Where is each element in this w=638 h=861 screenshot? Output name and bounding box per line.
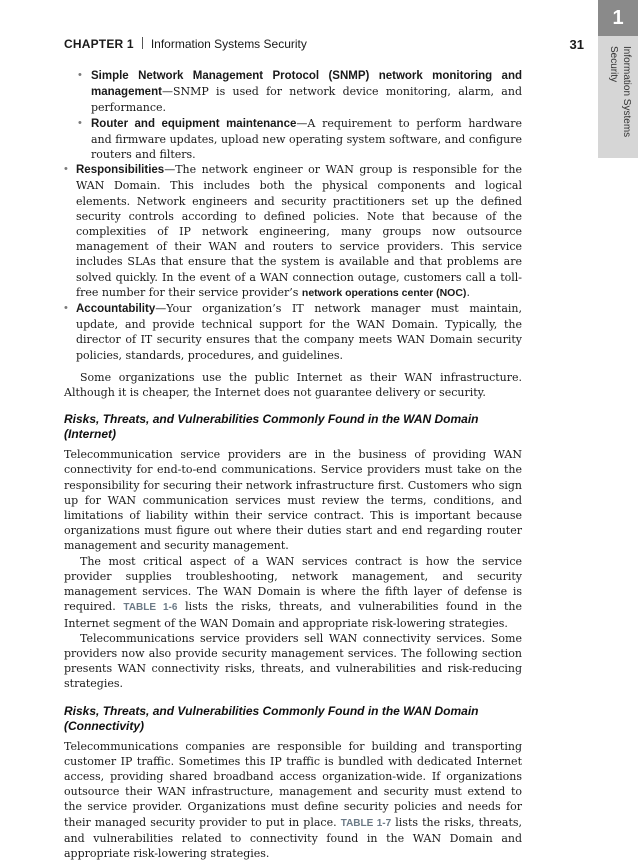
bullet-accountability bbox=[64, 301, 522, 363]
bullet-term: Accountability bbox=[76, 303, 156, 316]
table-reference-1-7: TABLE 1-7 bbox=[340, 817, 392, 829]
paragraph-internet-2 bbox=[64, 554, 522, 631]
bullet-text: —SNMP is used for network device monitoring, alarm, and performance. bbox=[91, 85, 522, 115]
bullet-text: —Your organization’s IT network manager must maintain, update, and provide technical support for the WAN Domain. Typically, the director of IT security ensures that the company meets WAN Domain security policies, standards, procedures, and guidelines. bbox=[76, 302, 522, 362]
bullet-term: Simple Network Management Protocol (SNMP) network monitoring and management bbox=[91, 70, 522, 99]
bullet-dot: • bbox=[64, 163, 68, 176]
bullet-responsibilities bbox=[64, 162, 522, 301]
bullet-text: —The network engineer or WAN group is responsible for the WAN Domain. This includes both the physical components and logical elements. Network engineers and security practitioners set up the defined security controls according to defined policies. Note that because of the complexities of IP network engineering, many groups now outsource management of their WAN and routers to service providers. This service includes SLAs that ensure that the system is available and that problems are solved quickly. In the event of a WAN connection outage, customers call a toll-free number for their service provider’s bbox=[76, 163, 522, 299]
table-reference-1-6: TABLE 1-6 bbox=[123, 602, 178, 614]
paragraph-text: The most critical aspect of a WAN services contract is how the service provider supplies troubleshooting, network management, and security management services. The WAN Domain is where the fifth layer of defense is required. bbox=[64, 554, 522, 614]
section-heading-internet: Risks, Threats, and Vulnerabilities Commonly Found in the WAN Domain (Internet) bbox=[64, 412, 479, 442]
key-term-noc: network operations center (NOC) bbox=[301, 286, 467, 299]
paragraph-text-end: lists the risks, threats, and vulnerabilities found in the Internet segment of the WAN Domain and appropriate risk-lowering strategies. bbox=[64, 600, 522, 630]
paragraph-text: Telecommunications companies are responsible for building and transporting customer IP traffic. Sometimes this IP traffic is bundled with dedicated Internet access, providing shared broadband access organization-wide. If organizations outsource their WAN infrastructure, management and security must extend to the service provider. Organizations must define security policies and needs for their managed security provider to put in place. bbox=[64, 739, 522, 829]
paragraph-connectivity bbox=[64, 739, 522, 861]
header-divider bbox=[142, 37, 143, 49]
bullet-text-end: . bbox=[466, 285, 470, 299]
page-body bbox=[64, 68, 522, 861]
bullet-term: Router and equipment maintenance bbox=[91, 117, 297, 130]
chapter-tab-number: 1 bbox=[598, 0, 638, 36]
bullet-dot: • bbox=[64, 302, 68, 315]
paragraph-text-end: lists the risks, threats, and vulnerabilities related to connectivity found in the WAN Domain and appropriate risk-lowering strategies. bbox=[64, 815, 523, 860]
chapter-label: CHAPTER 1 bbox=[64, 37, 134, 51]
bullet-term: Responsibilities bbox=[76, 164, 165, 177]
sub-bullet-snmp bbox=[64, 68, 522, 116]
paragraph-internet-3: Telecommunications service providers sell WAN connectivity services. Some providers now also provide security management services. The following section presents WAN connectivity risks, threats, and vulnerabilities and risk-reducing strategies. bbox=[64, 631, 522, 691]
running-header bbox=[64, 37, 584, 53]
bullet-dot: • bbox=[78, 69, 82, 81]
page-number: 31 bbox=[569, 37, 584, 52]
chapter-title: Information Systems Security bbox=[150, 37, 307, 51]
section-heading-connectivity: Risks, Threats, and Vulnerabilities Commonly Found in the WAN Domain (Connectivity) bbox=[64, 703, 479, 733]
bullet-text: —A requirement to perform hardware and firmware updates, upload new operating system software, and configure routers and filters. bbox=[91, 116, 522, 162]
paragraph-internet-1: Telecommunication service providers are in the business of providing WAN connectivity for end-to-end communications. Service providers must take on the responsibility for securing their network infrastructure first. Customers who sign up for WAN communication services must review the terms, conditions, and limitations of liability within their service contract. This is important because organizations must figure out where their duties start and end regarding router management and security management. bbox=[64, 448, 522, 553]
paragraph-internet-intro: Some organizations use the public Internet as their WAN infrastructure. Although it is cheaper, the Internet does not guarantee delivery or security. bbox=[64, 370, 522, 400]
bullet-dot: • bbox=[78, 116, 82, 129]
sub-bullet-router-maintenance bbox=[64, 116, 522, 163]
chapter-tab-label: Information Systems Security bbox=[608, 46, 632, 138]
